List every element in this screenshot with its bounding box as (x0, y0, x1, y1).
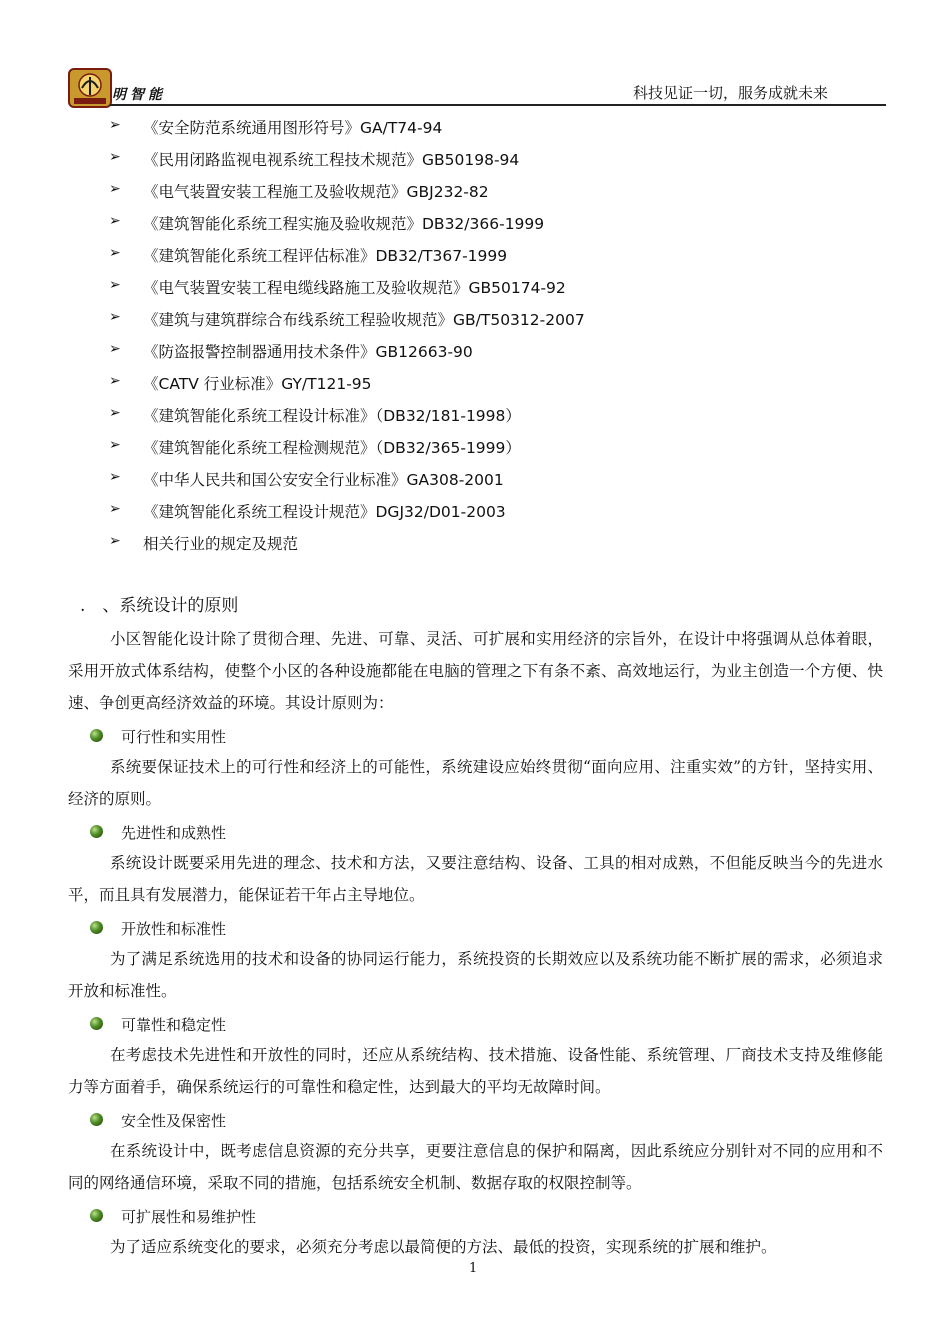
list-item (0, 113, 950, 145)
standard-text: 《防盗报警控制器通用技术条件》GB12663-90 (143, 343, 473, 361)
principle-paragraph: 在系统设计中，既考虑信息资源的充分共享，更要注意信息的保护和隔离，因此系统应分别针对不同的应用和不同的网络通信环境，采取不同的措施，包括系统安全机制、数据存取的权限控制等。 (68, 1142, 883, 1192)
principle-paragraph: 为了满足系统选用的技术和设备的协同运行能力，系统投资的长期效应以及系统功能不断扩展的需求，必须追求开放和标准性。 (68, 950, 883, 1000)
arrow-bullet-icon: ➢ (109, 277, 121, 293)
standard-text: 《CATV 行业标准》GY/T121-95 (143, 375, 372, 393)
list-item (0, 273, 950, 305)
arrow-bullet-icon: ➢ (109, 341, 121, 357)
brand-name: 明智能 (112, 87, 166, 103)
arrow-bullet-icon: ➢ (109, 181, 121, 197)
list-item (0, 433, 950, 465)
principle-label: 可扩展性和易维护性 (121, 1208, 257, 1226)
principle-label: 安全性及保密性 (121, 1112, 227, 1130)
arrow-bullet-icon: ➢ (109, 373, 121, 389)
arrow-bullet-icon: ➢ (109, 117, 121, 133)
arrow-bullet-icon: ➢ (109, 533, 121, 549)
principle-paragraph: 系统要保证技术上的可行性和经济上的可能性，系统建设应始终贯彻“面向应用、注重实效”的方针，坚持实用、经济的原则。 (68, 758, 883, 808)
list-item (0, 497, 950, 529)
list-item (0, 465, 950, 497)
standard-text: 《建筑智能化系统工程设计标准》（DB32/181-1998） (143, 407, 521, 425)
intro-paragraph: 小区智能化设计除了贯彻合理、先进、可靠、灵活、可扩展和实用经济的宗旨外，在设计中将强调从总体着眼，采用开放式体系结构，使整个小区的各种设施都能在电脑的管理之下有条不紊、高效地运行，为业主创造一个方便、快速、争创更高经济效益的环境。其设计原则为： (68, 630, 883, 712)
standard-text: 《建筑智能化系统工程检测规范》（DB32/365-1999） (143, 439, 521, 457)
standard-text: 《中华人民共和国公安安全行业标准》GA308-2001 (143, 471, 504, 489)
standard-text: 《建筑智能化系统工程实施及验收规范》DB32/366-1999 (143, 215, 545, 233)
header-slogan: 科技见证一切，服务成就未来 (632, 84, 828, 102)
section-heading: . 、系统设计的原则 (80, 596, 239, 616)
page-number: 1 (469, 1261, 478, 1276)
arrow-bullet-icon: ➢ (109, 469, 121, 485)
principle-label: 先进性和成熟性 (121, 824, 227, 842)
standard-text: 《电气装置安装工程施工及验收规范》GBJ232-82 (143, 183, 489, 201)
principle-paragraph: 在考虑技术先进性和开放性的同时，还应从系统结构、技术措施、设备性能、系统管理、厂商技术支持及维修能力等方面着手，确保系统运行的可靠性和稳定性，达到最大的平均无故障时间。 (68, 1046, 883, 1096)
green-dot-bullet-icon (90, 825, 103, 838)
list-item (0, 305, 950, 337)
green-dot-bullet-icon (90, 1113, 103, 1126)
standard-text: 《电气装置安装工程电缆线路施工及验收规范》GB50174-92 (143, 279, 566, 297)
standard-text: 《建筑与建筑群综合布线系统工程验收规范》GB/T50312-2007 (143, 311, 585, 329)
standard-text: 《建筑智能化系统工程评估标准》DB32/T367-1999 (143, 247, 508, 265)
arrow-bullet-icon: ➢ (109, 213, 121, 229)
brand-emblem-icon (68, 68, 112, 108)
arrow-bullet-icon: ➢ (109, 437, 121, 453)
arrow-bullet-icon: ➢ (109, 405, 121, 421)
list-item (0, 241, 950, 273)
arrow-bullet-icon: ➢ (109, 501, 121, 517)
principle-label: 可行性和实用性 (121, 728, 227, 746)
principle-label: 可靠性和稳定性 (121, 1016, 227, 1034)
green-dot-bullet-icon (90, 1209, 103, 1222)
header-divider (110, 104, 886, 106)
principle-paragraph: 为了适应系统变化的要求，必须充分考虑以最简便的方法、最低的投资，实现系统的扩展和维护。 (110, 1238, 777, 1256)
list-item (0, 337, 950, 369)
green-dot-bullet-icon (90, 729, 103, 742)
standard-text: 相关行业的规定及规范 (143, 535, 299, 553)
arrow-bullet-icon: ➢ (109, 309, 121, 325)
page-header (66, 66, 886, 110)
standard-text: 《民用闭路监视电视系统工程技术规范》GB50198-94 (143, 151, 520, 169)
standards-list (0, 113, 950, 561)
list-item (0, 529, 950, 561)
principle-label: 开放性和标准性 (121, 920, 227, 938)
arrow-bullet-icon: ➢ (109, 245, 121, 261)
list-item (0, 177, 950, 209)
principle-paragraph: 系统设计既要采用先进的理念、技术和方法，又要注意结构、设备、工具的相对成熟，不但能反映当今的先进水平，而且具有发展潜力，能保证若干年占主导地位。 (68, 854, 883, 904)
standard-text: 《安全防范系统通用图形符号》GA/T74-94 (143, 119, 443, 137)
arrow-bullet-icon: ➢ (109, 149, 121, 165)
list-item (0, 209, 950, 241)
green-dot-bullet-icon (90, 1017, 103, 1030)
list-item (0, 401, 950, 433)
list-item (0, 145, 950, 177)
list-item (0, 369, 950, 401)
green-dot-bullet-icon (90, 921, 103, 934)
standard-text: 《建筑智能化系统工程设计规范》DGJ32/D01-2003 (143, 503, 506, 521)
